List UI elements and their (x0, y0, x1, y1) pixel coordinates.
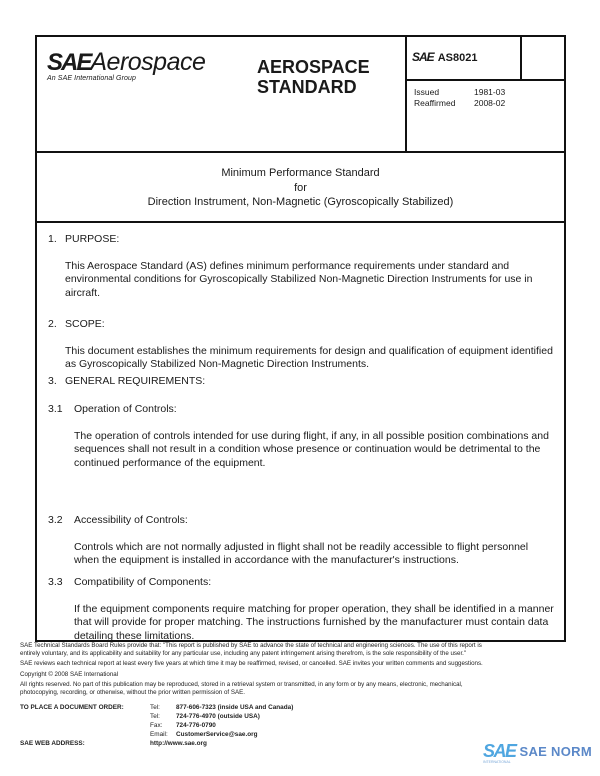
sae-mark-icon: SAE (412, 50, 434, 64)
document-header (37, 37, 564, 153)
web-address-link[interactable]: http://www.sae.org (150, 740, 207, 747)
logo-name: Aerospace (90, 48, 206, 76)
sae-aerospace-logo (47, 49, 205, 82)
fax: 724-776-0790 (176, 722, 216, 729)
legal-footer: SAE Technical Standards Board Rules provide that: "This report is published by SAE to advance the state of technical and engineering sciences. The use of this report is entirely voluntary, and its applicability and suitability for any particular use, including any patent infringement arising therefrom, is the sole responsibility of the user." SAE reviews each technical report at least every five years at which time it may be reaffirmed, revised, or cancelled. SAE invites your written comments and suggestions. Copyright © 2008 SAE International All rights reserved. No part of this publication may be reproduced, stored in a retrieval system or transmitted, in any form or by any means, electronic, mechanical, photocopying, recording, or otherwise, without the prior written permission of SAE. (20, 642, 483, 697)
document-title: Minimum Performance Standard for Direction Instrument, Non-Magnetic (Gyroscopically Stabilized) (37, 153, 564, 223)
section-heading: Compatibility of Components: (74, 576, 212, 588)
order-info: TO PLACE A DOCUMENT ORDER: Tel: 877-606-7323 (inside USA and Canada) Tel: 724-776-4970 (outside USA) Fax: 724-776-0790 Email: CustomerService@sae.org SAE WEB ADDRESS: http://www.sae.org (20, 704, 294, 747)
logo-tagline: An SAE International Group (47, 75, 136, 82)
section-heading: Operation of Controls: (74, 403, 177, 415)
email-link[interactable]: CustomerService@sae.org (176, 731, 258, 738)
document-type (257, 57, 370, 97)
logo-brand: SAE (47, 49, 91, 76)
section-paragraph: Controls which are not normally adjusted in flight shall not be readily accessible to flight personnel when the equipment is installed in accordance with the manufacturer's instructions. (74, 541, 529, 567)
document-frame: SAEAerospace An SAE International Group AEROSPACE STANDARD SAE AS8021 Issued 1981-03 Reaffirmed 2008-02 Minimum Performance Standard for Direction Instrument, Non-Magnetic (Gyroscopically Stabilized) 1. PURPOSE: This Aerospace Standard (AS) defines minimum performance requirements under standard and environmental conditions for Gyroscopically Stabilized Non-Magnetic Direction Instruments for use in aircraft. 2. SCOPE: This document establishes the minimum requirements for design and qualification of equipment identified as Gyroscopically Stabilized Non-Magnetic Direction Instruments. 3. GENERAL REQUIREMENTS: 3.1 Operation of Controls: The operation of controls intended for use during flight, if any, in all possible position combinations and sequences shall not result in a condition whose presence or continuation would be detrimental to the continued performance of the equipment. 3.2 Accessibility of Controls: Controls which are not normally adjusted in flight shall not be readily accessible to flight personnel when the equipment is installed in accordance with the manufacturer's instructions. 3.3 Compatibility of Components: If the equipment components require matching for proper operation, they shall be identified in a manner that will provide for proper matching. The instructions furnished by the manufacturer must contain data detailing these limitations. (35, 35, 566, 642)
document-type-line1: AEROSPACE (257, 57, 370, 77)
phone-intl: 724-776-4970 (outside USA) (176, 713, 260, 720)
section-paragraph: This document establishes the minimum requirements for design and qualification of equipment identified as Gyroscopically Stabilized Non-Magnetic Direction Instruments. (65, 345, 553, 371)
issued-row: Issued 1981-03 (414, 87, 506, 97)
document-code-cell (405, 37, 566, 151)
section-heading: SCOPE: (65, 318, 105, 330)
section-paragraph: This Aerospace Standard (AS) defines minimum performance requirements under standard and environmental conditions for Gyroscopically Stabilized Non-Magnetic Direction Instruments for use in aircraft. (65, 260, 533, 299)
document-number: AS8021 (437, 52, 478, 64)
logo-cell (37, 37, 407, 151)
revision-cell (522, 37, 566, 79)
sae-norm-watermark: SAE SAE NORM INTERNATIONAL (483, 741, 592, 764)
section-heading: GENERAL REQUIREMENTS: (65, 375, 206, 387)
section-paragraph: If the equipment components require matching for proper operation, they shall be identified in a manner that will provide for proper matching. The instructions furnished by the manufacturer must contain data detailing these limitations. (74, 603, 554, 642)
reaffirmed-row: Reaffirmed 2008-02 (414, 98, 506, 108)
document-type-line2: STANDARD (257, 77, 357, 97)
section-heading: Accessibility of Controls: (74, 514, 188, 526)
sae-logo-icon: SAE (483, 741, 516, 761)
section-heading: PURPOSE: (65, 233, 120, 245)
document-dates (414, 87, 505, 109)
phone-us: 877-606-7323 (inside USA and Canada) (176, 704, 294, 711)
section-paragraph: The operation of controls intended for use during flight, if any, in all possible position combinations and sequences shall not result in a condition whose presence or continuation would be detrimental to the continued performance of the equipment. (74, 430, 549, 469)
